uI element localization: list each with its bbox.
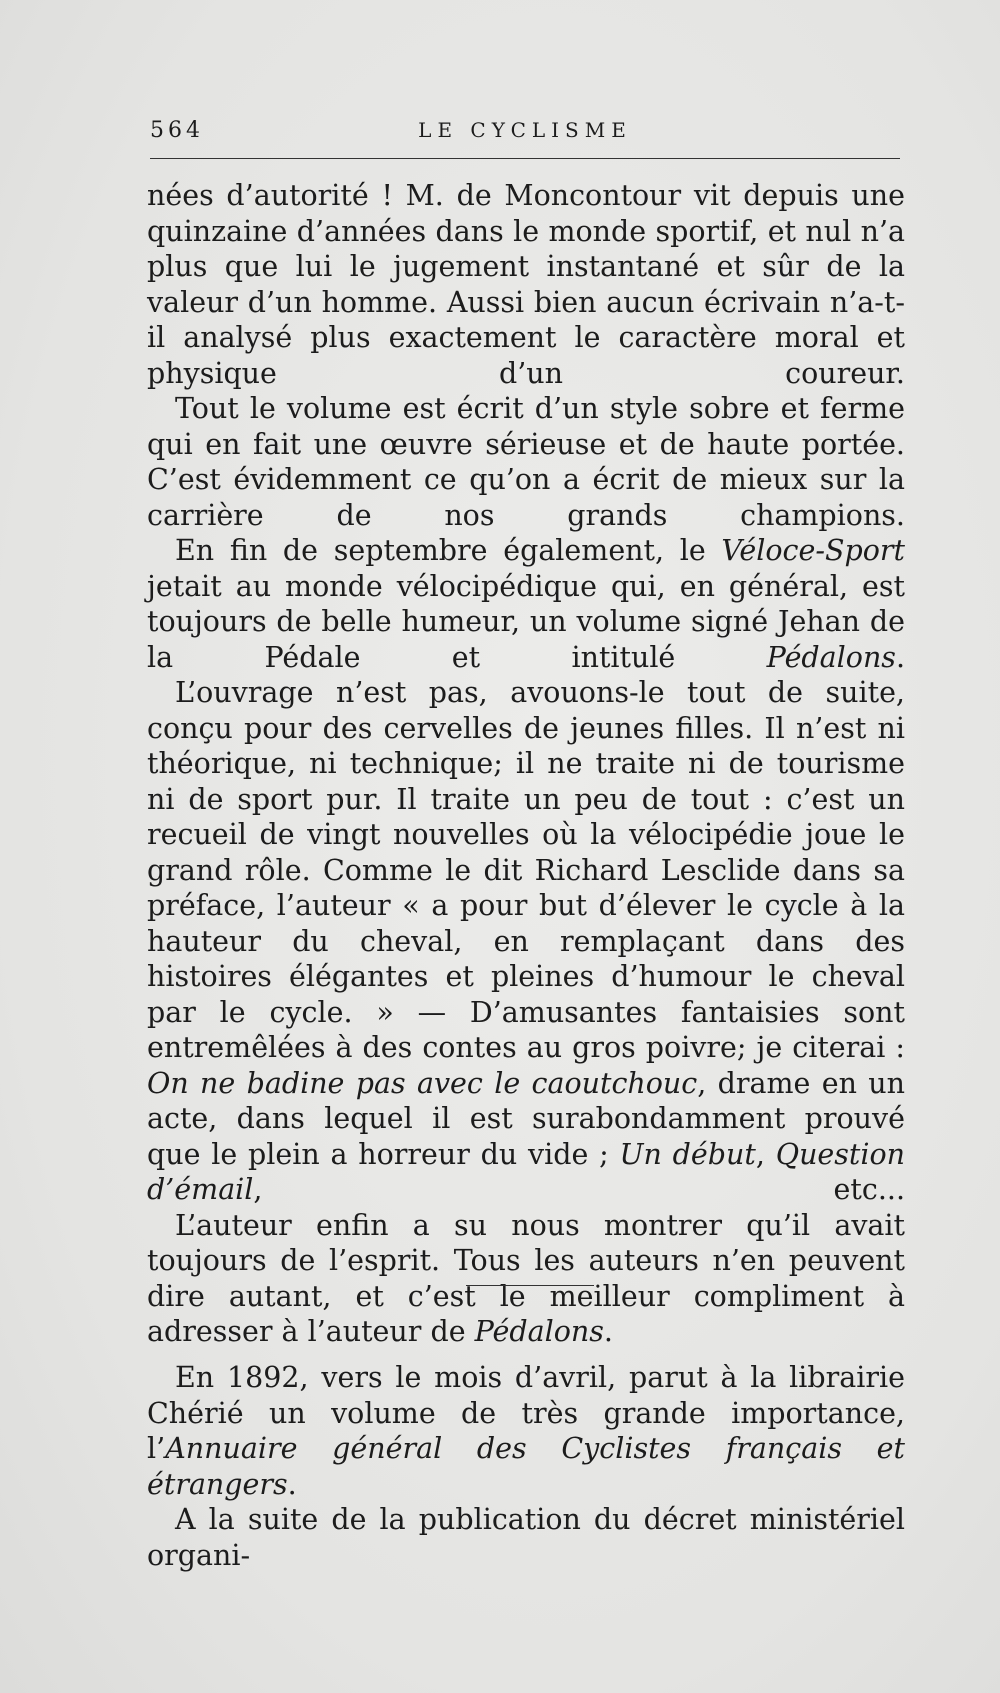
- running-head: LE CYCLISME: [418, 118, 632, 142]
- text-run: En 1892, vers le mois d’avril, parut à la librairie Chérié un volume de très grande importance, l’: [147, 1361, 905, 1465]
- paragraph-ouvrage: [147, 675, 905, 1208]
- header-rule: [150, 158, 900, 159]
- paragraph-pedalons-intro: [147, 533, 905, 675]
- italic-title: Annuaire général des Cyclistes français et étrangers: [147, 1432, 905, 1501]
- italic-title: Un début: [619, 1137, 756, 1171]
- paragraph-annuaire: [147, 1360, 905, 1502]
- text-run: .: [895, 640, 905, 674]
- second-text-block: [147, 1360, 905, 1573]
- text-run: ,: [755, 1137, 776, 1171]
- text-run: L’auteur enfin a su nous montrer qu’il avait toujours de l’esprit. Tous les auteurs n’en peuvent dire autant, et c’est le meilleur compliment à adresser à l’auteur de: [147, 1208, 905, 1348]
- paragraph-auteur: [147, 1208, 905, 1350]
- italic-title: Pédalons: [766, 640, 896, 674]
- text-run: , drame en un acte, dans lequel il est surabondamment prouvé que le plein a horreur du vide ;: [147, 1066, 905, 1171]
- text-run: .: [603, 1315, 613, 1348]
- text-run: .: [287, 1467, 297, 1501]
- paragraph-style: Tout le volume est écrit d’un style sobre et ferme qui en fait une œuvre sérieuse et de haute portée. C’est évidemment ce qu’on a écrit de mieux sur la carrière de nos grands champions.: [147, 392, 905, 532]
- page-header: [150, 118, 900, 146]
- italic-title: Véloce-Sport: [721, 534, 905, 567]
- text-run: jetait au monde vélocipédique qui, en général, est toujours de belle humeur, un volume signé Jehan de la Pédale et intitulé: [147, 569, 905, 674]
- text-run: , etc...: [253, 1173, 905, 1206]
- italic-title: Pédalons: [474, 1315, 604, 1348]
- text-run: En fin de septembre également, le: [175, 534, 722, 567]
- text-run: L’ouvrage n’est pas, avouons-le tout de suite, conçu pour des cervelles de jeunes filles. Il n’est ni théorique, ni technique; il ne traite ni de tourisme ni de sport pur. Il traite un peu de tout : c’est un recueil de vingt nouvelles où la vélocipédie joue le grand rôle. Comme le dit Richard Lesclide dans sa préface, l’auteur « a pour but d’élever le cycle à la hauteur du cheval, en remplaçant dans des histoires élégantes et pleines d’humour le cheval par le cycle. » — D’amusantes fantaisies sont entremêlées à des contes au gros poivre; je citerai :: [147, 676, 905, 1064]
- italic-title: Question d’émail: [147, 1137, 905, 1206]
- paragraph-decret: A la suite de la publication du décret ministériel organi-: [147, 1503, 905, 1572]
- italic-title: On ne badine pas avec le caoutchouc: [147, 1066, 698, 1100]
- paragraph-continued: nées d’autorité ! M. de Moncontour vit depuis une quinzaine d’années dans le monde sportif, et nul n’a plus que lui le jugement instantané et sûr de la valeur d’un homme. Aussi bien aucun écrivain n’a-t-il analysé plus exactement le caractère moral et physique d’un coureur.: [147, 179, 905, 390]
- main-text-block: [147, 178, 905, 1350]
- page-number: 564: [150, 118, 204, 143]
- section-separator: [466, 1285, 594, 1286]
